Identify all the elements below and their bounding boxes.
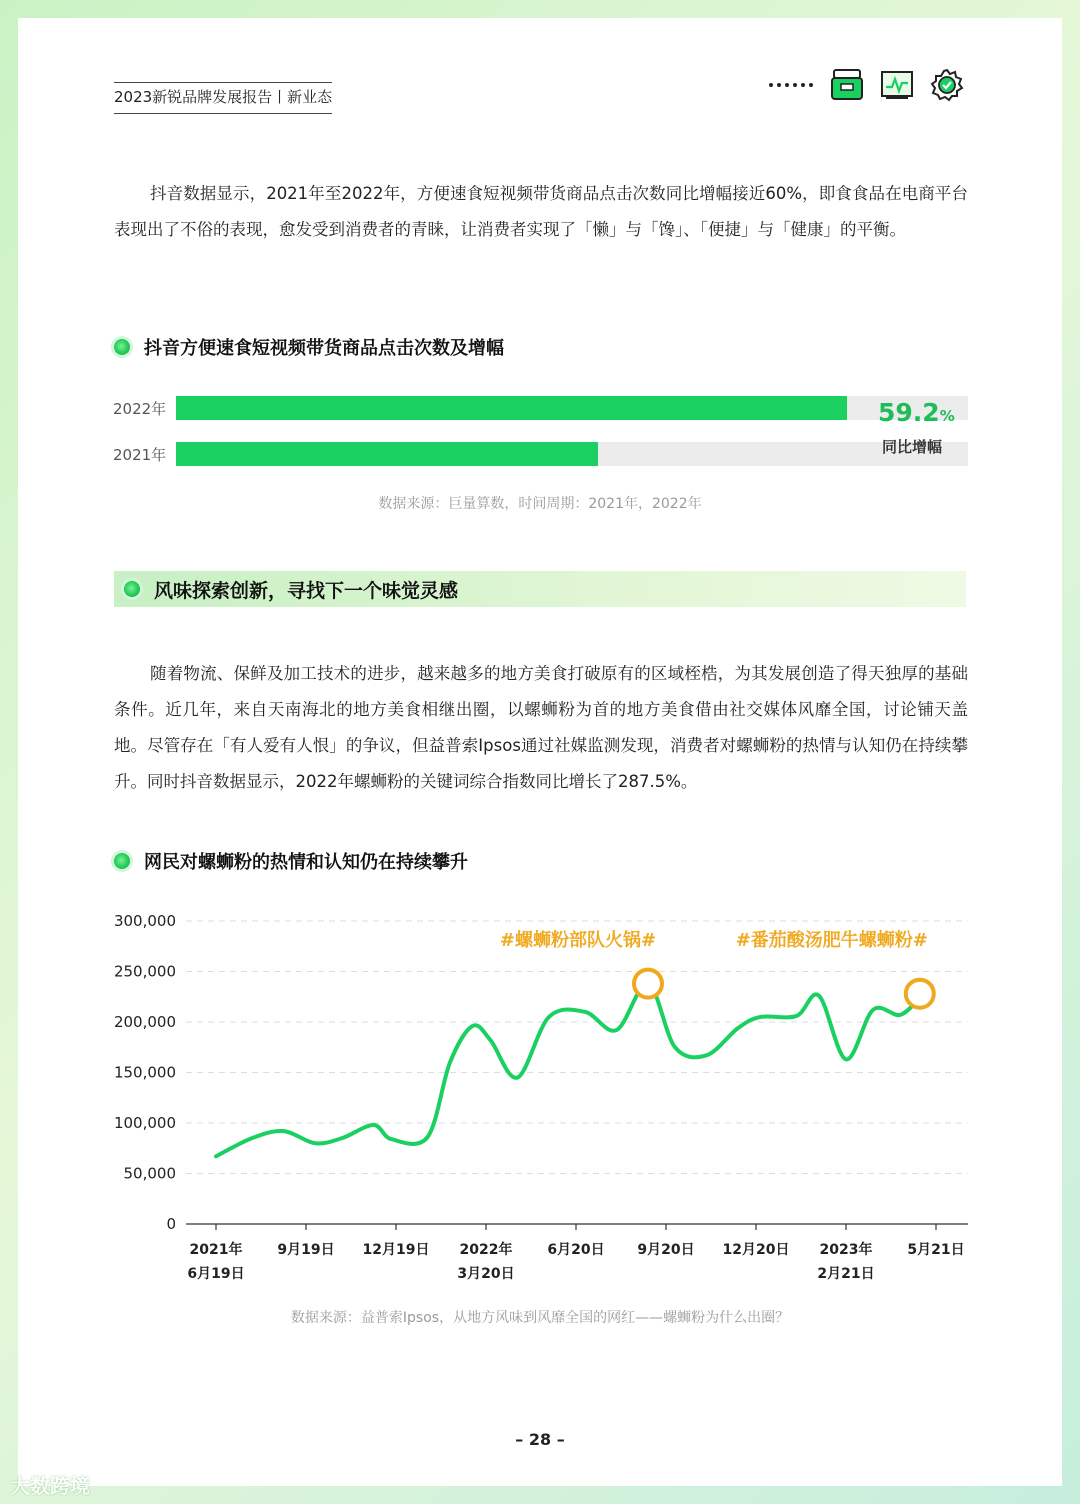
gear-check-icon[interactable] (930, 68, 964, 102)
x-tick-label: 3月20日 (457, 1266, 515, 1282)
x-tick-label: 6月19日 (187, 1266, 245, 1282)
y-tick-label: 0 (166, 1215, 176, 1233)
x-tick-label: 2023年 (819, 1242, 873, 1258)
page-number: – 28 – (515, 1430, 565, 1449)
growth-label: 同比增幅 (882, 438, 943, 456)
growth-unit: % (939, 407, 955, 425)
y-tick-label: 250,000 (113, 962, 176, 981)
report-header-title: 2023新锐品牌发展报告丨新业态 (114, 82, 332, 114)
bar-track (176, 442, 968, 466)
x-tick-label: 6月20日 (547, 1242, 605, 1258)
x-tick-label: 9月19日 (277, 1242, 335, 1258)
x-tick-label: 2022年 (459, 1242, 513, 1258)
section-bullet-icon (114, 853, 130, 869)
bar-chart-title (114, 334, 504, 360)
banner-bullet-icon (124, 581, 140, 597)
intro-paragraph: 抖音数据显示，2021年至2022年，方便速食短视频带货商品点击次数同比增幅接近60%，即食食品在电商平台表现出了不俗的表现，愈发受到消费者的青睐，让消费者实现了「懒」与「馋」、「便捷」与「健康」的平衡。 (114, 184, 968, 239)
bar-category-label: 2022年 (113, 400, 167, 418)
x-tick-label: 9月20日 (637, 1242, 695, 1258)
highlight-marker (634, 970, 662, 998)
bar-track (176, 396, 968, 420)
x-tick-label: 5月21日 (907, 1242, 965, 1258)
x-tick-label: 2月21日 (817, 1266, 875, 1282)
highlight-label: #番茄酸汤肥牛螺蛳粉# (735, 930, 928, 951)
banner-title: 风味探索创新，寻找下一个味觉灵感 (154, 579, 459, 602)
line-chart-source: 数据来源：益普索Ipsos，从地方风味到风靡全国的网红——螺蛳粉为什么出圈？ (290, 1310, 790, 1326)
chart-monitor-icon[interactable] (880, 69, 914, 101)
line-chart-title (114, 848, 468, 874)
watermark: 大数跨境 (10, 1474, 90, 1498)
report-page (18, 18, 1062, 1486)
x-tick-label: 12月19日 (362, 1242, 430, 1258)
highlight-marker (906, 980, 934, 1008)
header-toolbar (768, 68, 964, 102)
line-chart (18, 898, 1062, 1298)
bar-2021年 (176, 442, 598, 466)
bar-2022年 (176, 396, 847, 420)
section-bullet-icon (114, 339, 130, 355)
bar-chart-title-text: 抖音方便速食短视频带货商品点击次数及增幅 (144, 338, 504, 359)
y-tick-label: 300,000 (113, 912, 176, 930)
body-paragraph: 随着物流、保鲜及加工技术的进步，越来越多的地方美食打破原有的区域桎梏，为其发展创造了得天独厚的基础条件。近几年，来自天南海北的地方美食相继出圈，以螺蛳粉为首的地方美食借由社交媒体风靡全国，讨论铺天盖地。尽管存在「有人爱有人恨」的争议，但益普索Ipsos通过社媒监测发现，消费者对螺蛳粉的热情与认知仍在持续攀升。同时抖音数据显示，2022年螺蛳粉的关键词综合指数同比增长了287.5%。 (114, 664, 968, 791)
growth-number: 59.2 (878, 398, 940, 427)
x-tick-label: 12月20日 (722, 1242, 790, 1258)
series-line (216, 983, 920, 1156)
x-tick-label: 2021年 (189, 1242, 243, 1258)
y-tick-label: 100,000 (113, 1114, 176, 1132)
growth-value (878, 398, 955, 427)
section-banner (114, 571, 966, 607)
y-tick-label: 50,000 (123, 1164, 176, 1183)
y-tick-label: 200,000 (113, 1013, 176, 1031)
y-tick-label: 150,000 (113, 1063, 176, 1082)
more-dots-icon[interactable] (768, 80, 814, 90)
bar-category-label: 2021年 (113, 446, 167, 464)
line-chart-title-text: 网民对螺蛳粉的热情和认知仍在持续攀升 (144, 852, 468, 873)
highlight-label: #螺蛳粉部队火锅# (499, 930, 657, 951)
inbox-icon[interactable] (830, 69, 864, 101)
bar-chart-source: 数据来源：巨量算数，时间周期：2021年，2022年 (378, 496, 702, 512)
